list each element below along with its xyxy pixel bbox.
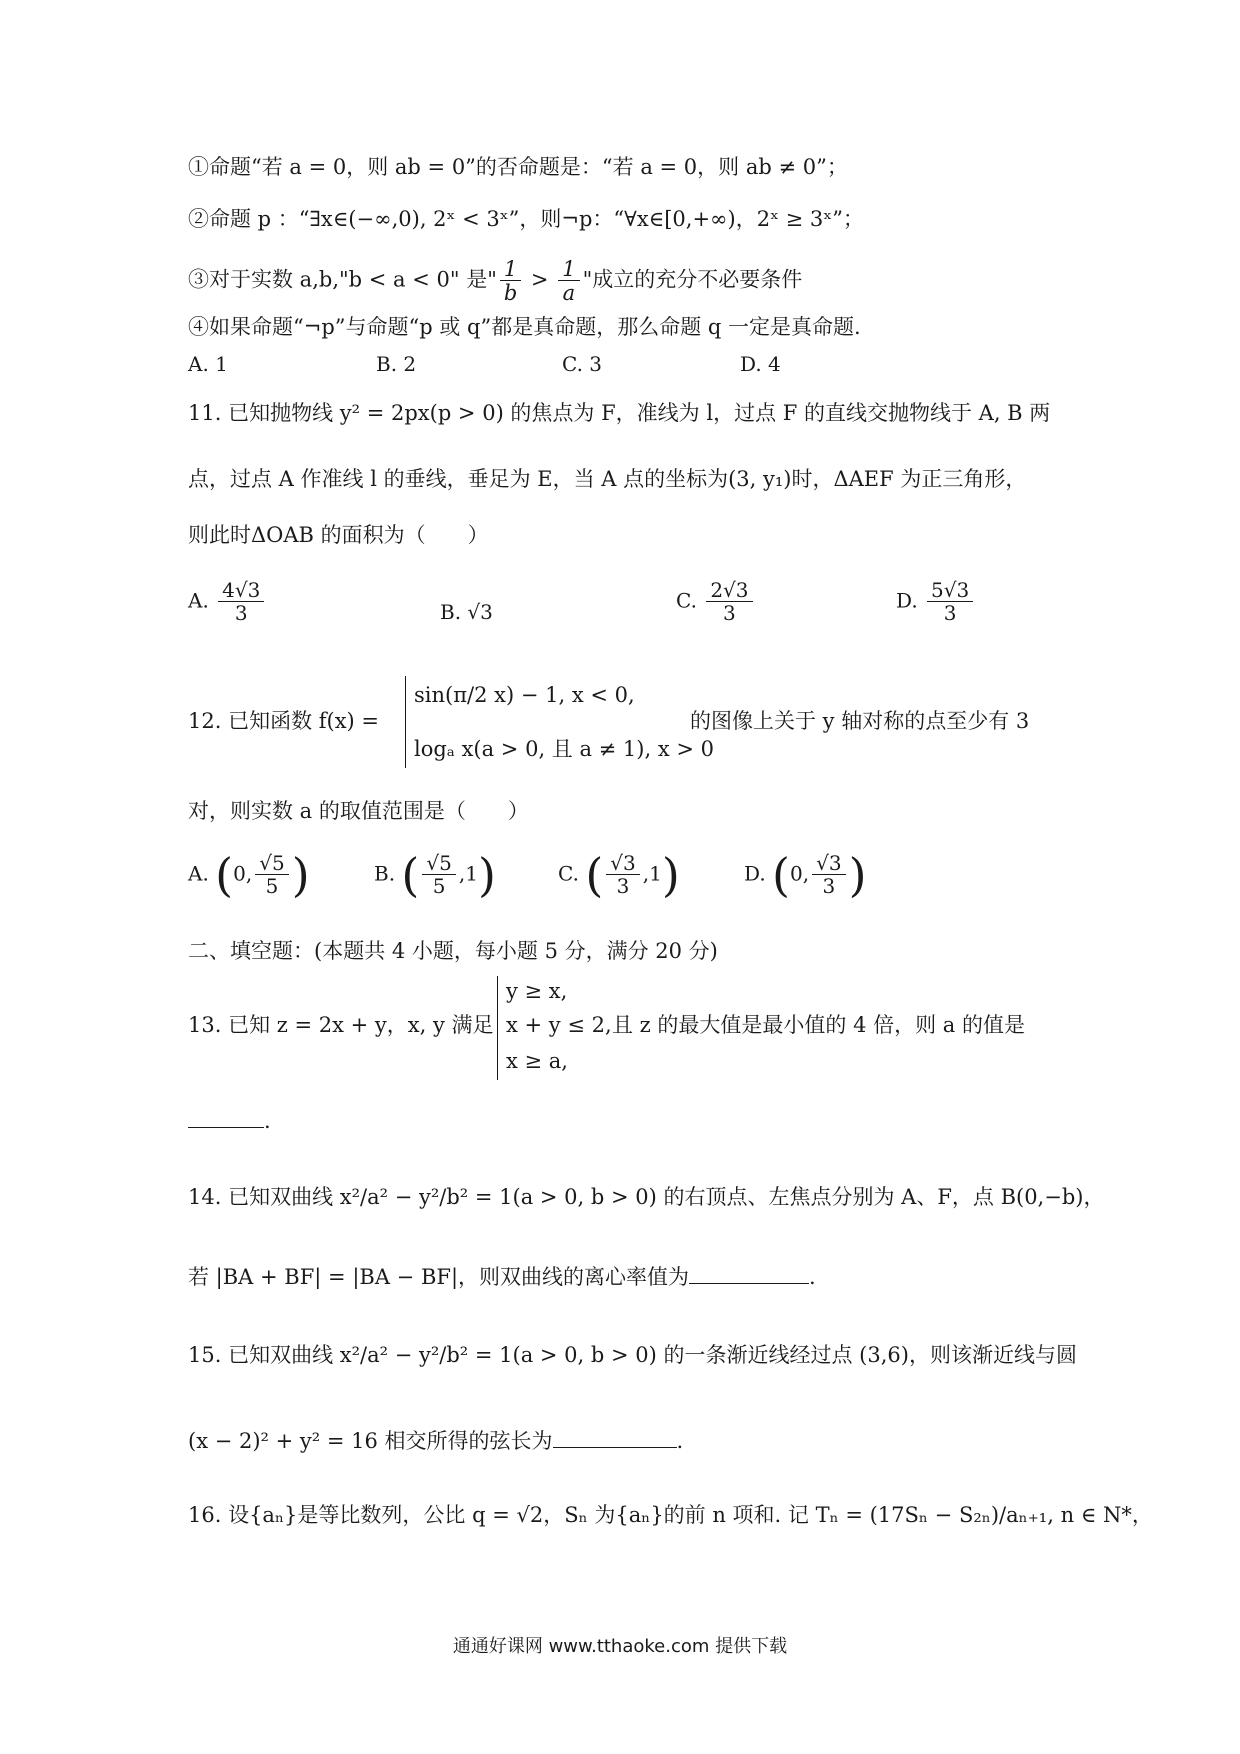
q12-case-1: sin(π/2 x) − 1, x < 0,: [414, 683, 635, 707]
q12-option-b: B. ( $\frac{√5}{5}$ ,1): [374, 848, 496, 902]
q12-option-a: A. (0, $\frac{√5}{5}$ ): [188, 848, 310, 902]
q12-option-d: D. (0, $\frac{√3}{3}$ ): [744, 848, 867, 902]
q12-lead: 12. 已知函数 f(x) =: [188, 709, 380, 733]
q11-option-b: B. √3: [440, 600, 493, 624]
q14-line-1: 14. 已知双曲线 x²/a² − y²/b² = 1(a > 0, b > 0) 的右顶点、左焦点分别为 A、F，点 B(0,−b)，: [188, 1185, 1105, 1209]
q13-constraint-2: x + y ≤ 2,: [506, 1013, 612, 1037]
section-2-heading: 二、填空题：(本题共 4 小题，每小题 5 分，满分 20 分): [188, 939, 718, 963]
q12-brace: [405, 676, 406, 768]
statement-1: ①命题“若 a = 0，则 ab = 0”的否命题是：“若 a = 0，则 ab ≠ 0”；: [188, 155, 848, 179]
q13-constraint-1: y ≥ x,: [506, 979, 568, 1003]
q10-option-d: D. 4: [740, 352, 781, 376]
q15-line-2: (x − 2)² + y² = 16 相交所得的弦长为 .: [188, 1429, 684, 1453]
statement-3: ③对于实数 a,b,"b < a < 0" 是" $\frac{1}{b}$ > $\frac{1}{a}$ "成立的充分不必要条件: [188, 257, 803, 306]
q10-option-a: A. 1: [188, 352, 228, 376]
q14-answer-blank[interactable]: [689, 1283, 809, 1284]
q10-option-b: B. 2: [376, 352, 417, 376]
q11-line-2: 点，过点 A 作准线 l 的垂线，垂足为 E，当 A 点的坐标为(3, y₁)时，ΔAEF 为正三角形，: [188, 467, 1027, 491]
q14-line-2: 若 |BA + BF| = |BA − BF|，则双曲线的离心率值为 .: [188, 1265, 816, 1289]
q12-tail: 的图像上关于 y 轴对称的点至少有 3: [690, 709, 1030, 733]
q13-tail: 且 z 的最大值是最小值的 4 倍，则 a 的值是: [612, 1013, 1025, 1037]
q11-option-d: D. $\frac{5√3}{3}$: [896, 580, 976, 624]
q13-answer-line: .: [188, 1106, 271, 1136]
q13-lead: 13. 已知 z = 2x + y，x, y 满足: [188, 1013, 494, 1037]
statement-2: ②命题 p ：“∃x∈(−∞,0), 2ˣ < 3ˣ”，则¬p：“∀x∈[0,+∞)，2ˣ ≥ 3ˣ”；: [188, 207, 864, 231]
q13-brace: [497, 976, 498, 1080]
q10-option-c: C. 3: [562, 352, 603, 376]
q11-option-a: A. $\frac{4√3}{3}$: [188, 580, 267, 624]
q12-option-c: C. ( $\frac{√3}{3}$ ,1): [558, 848, 680, 902]
fraction-1-over-b: $\frac{1}{b}$: [500, 258, 521, 304]
q15-answer-blank[interactable]: [553, 1447, 677, 1448]
footer-source: 通通好课网 www.tthaoke.com 提供下载: [452, 1636, 788, 1657]
q11-line-3: 则此时ΔOAB 的面积为（ ）: [188, 523, 489, 547]
q11-option-c: C. $\frac{2√3}{3}$: [676, 580, 756, 624]
q13-answer-blank[interactable]: [188, 1127, 264, 1128]
q11-line-1: 11. 已知抛物线 y² = 2px(p > 0) 的焦点为 F，准线为 l，过点 F 的直线交抛物线于 A, B 两: [188, 401, 1051, 425]
q12-line-2: 对，则实数 a 的取值范围是（ ）: [188, 799, 529, 823]
q15-line-1: 15. 已知双曲线 x²/a² − y²/b² = 1(a > 0, b > 0) 的一条渐近线经过点 (3,6)，则该渐近线与圆: [188, 1343, 1077, 1367]
q16-line-1: 16. 设{aₙ}是等比数列，公比 q = √2，Sₙ 为{aₙ}的前 n 项和. 记 Tₙ = (17Sₙ − S₂ₙ)/aₙ₊₁, n ∈ N*，: [188, 1503, 1153, 1527]
statement-4: ④如果命题“¬p”与命题“p 或 q”都是真命题，那么命题 q 一定是真命题.: [188, 315, 861, 339]
q12-case-2: logₐ x(a > 0, 且 a ≠ 1), x > 0: [414, 737, 714, 761]
q13-constraint-3: x ≥ a,: [506, 1049, 568, 1073]
fraction-1-over-a: $\frac{1}{a}$: [558, 258, 579, 304]
